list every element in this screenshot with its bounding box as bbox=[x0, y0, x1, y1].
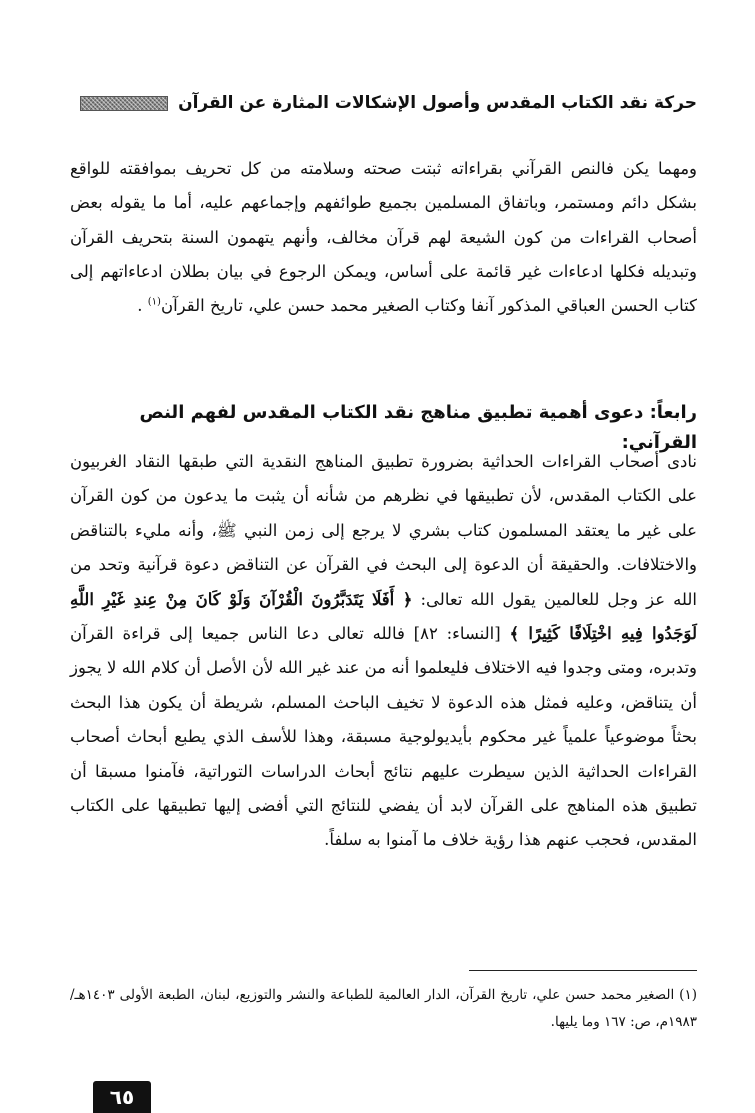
page-number: ٦٥ bbox=[93, 1081, 151, 1113]
footnotes bbox=[70, 982, 697, 1036]
paragraph-1-text: ومهما يكن فالنص القرآني بقراءاته ثبتت صحته وسلامته من كل تحريف بموافقته للواقع بشكل دائم ومستمر، وباتفاق المسلمين بجميع طوائفهم وإجماعهم عليه، أما ما يقوله بعض أصحاب القراءات من كون الشيعة لهم قرآن مخالف، وأنهم يتهمون السنة بتحريف القرآن وتبديله فكلها ادعاءات غير قائمة على أساس، ويمكن الرجوع في بيان بطلان ادعاءاتهم إلى كتاب الحسن العباقي المذكور آنفا وكتاب الصغير محمد حسن علي، تاريخ القرآن bbox=[70, 159, 697, 316]
paragraph-2-intro: نادى أصحاب القراءات الحداثية بضرورة تطبيق المناهج النقدية التي طبقها النقاد الغربيون على الكتاب المقدس، لأن تطبيقها في نظرهم من شأنه أن يثبت ما يدعون من كون القرآن على غير ما يعتقد المسلمون كتاب بشري لا يرجع إلى زمن النبي ﷺ، وأنه مليء بالتناقض والاختلافات. والحقيقة أن الدعوة إلى البحث في القرآن عن التناقض دعوة قرآنية وتحد من الله عز وجل للعالمين يقول الله تعالى: bbox=[70, 452, 698, 609]
running-title: حركة نقد الكتاب المقدس وأصول الإشكالات المثارة عن القرآن bbox=[178, 92, 697, 113]
paragraph-2-body: فالله تعالى دعا الناس جميعا إلى قراءة القرآن وتدبره، ومتى وجدوا فيه الاختلاف فليعلموا أنه من عند غير الله لأن الأصل أن كلام الله لا يجوز أن يتناقض، وعليه فمثل هذه الدعوة لا تخيف الباحث المسلم، شريطة أن يكون هذا البحث بحثاً موضوعياً علمياً غير محكوم بأيديولوجية مسبقة، وهذا للأسف الذي يطبع أبحاث أصحاب القراءات الحداثية الذين سيطرت عليهم نتائج أبحاث الدراسات التوراتية، فآمنوا مسبقا أن تطبيق هذه المناهج على القرآن لابد أن يفضي للنتائج التي أفضى إليها تطبيقها على الكتاب المقدس، فحجب عنهم هذا رؤية خلاف ما آمنوا به سلفاً. bbox=[70, 624, 697, 850]
paragraph-1 bbox=[70, 152, 697, 323]
paragraph-1-end: . bbox=[137, 296, 148, 316]
quran-verse: ﴿ أَفَلَا يَتَدَبَّرُونَ الْقُرْآنَ وَلَوْ كَانَ مِنْ عِندِ غَيْرِ اللَّهِ لَوَجَدُوا فِيهِ اخْتِلَافًا كَثِيرًا ﴾ bbox=[70, 589, 697, 644]
running-header bbox=[80, 86, 697, 120]
header-decoration-bar bbox=[80, 96, 168, 111]
verse-citation: [النساء: ٨٢] bbox=[404, 624, 510, 644]
footnote-reference: (١) bbox=[147, 296, 161, 308]
footnote-1: (١) الصغير محمد حسن علي، تاريخ القرآن، الدار العالمية للطباعة والنشر والتوزيع، لبنان، الطبعة الأولى ١٤٠٣هـ/ ١٩٨٣م، ص: ١٦٧ وما يليها. bbox=[70, 987, 697, 1030]
paragraph-2 bbox=[70, 445, 697, 858]
footnote-separator bbox=[469, 970, 697, 971]
section-heading: رابعاً: دعوى أهمية تطبيق مناهج نقد الكتاب المقدس لفهم النص القرآني: bbox=[139, 402, 697, 453]
